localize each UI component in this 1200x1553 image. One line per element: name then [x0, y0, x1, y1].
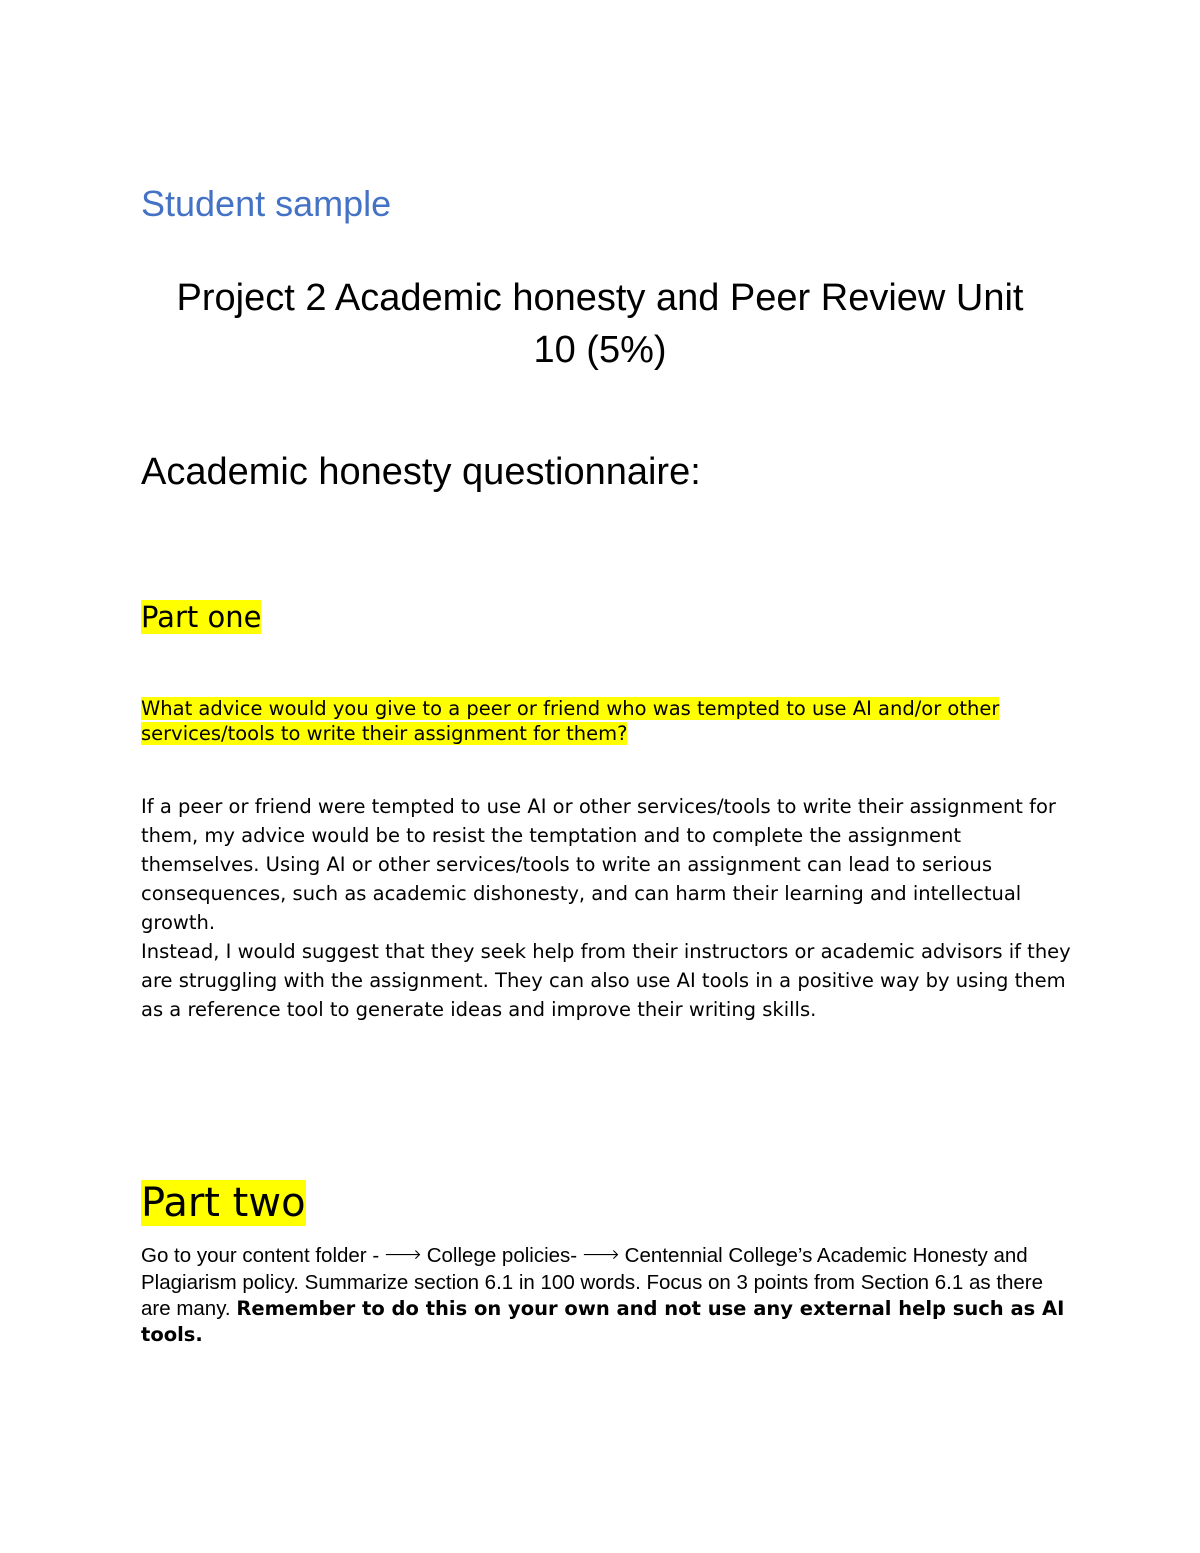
instructions-text-1: Go to your content folder - [141, 1244, 380, 1267]
part-two-heading: Part two [141, 1180, 306, 1226]
part-two-heading-block [141, 1178, 306, 1228]
project-title [141, 272, 1059, 376]
questionnaire-heading: Academic honesty questionnaire: [141, 451, 701, 493]
instructions-bold-note: Remember to do this on your own and not use any external help such as AI tools. [141, 1297, 1065, 1346]
part-one-answer [141, 792, 1076, 1024]
part-one-heading: Part one [141, 600, 262, 634]
project-title-line-2: 10 (5%) [533, 329, 667, 371]
part-one-heading-block [141, 598, 261, 636]
student-sample-label: Student sample [141, 183, 392, 224]
part-two-instructions [141, 1243, 1076, 1348]
part-one-question-block [141, 696, 1071, 746]
project-title-line-1: Project 2 Academic honesty and Peer Review Unit [176, 277, 1024, 319]
answer-paragraph-2: Instead, I would suggest that they seek help from their instructors or academic advisors if they are struggling with the assignment. They can also use AI tools in a positive way by using them as a reference tool to generate ideas and improve their writing skills. [141, 940, 1071, 1021]
arrow-icon: 🡒 [582, 1246, 620, 1262]
instructions-text-2: College policies- [426, 1244, 578, 1267]
answer-paragraph-1: If a peer or friend were tempted to use AI or other services/tools to write their assignment for them, my advice would be to resist the temptation and to complete the assignment themselves. Using AI or other services/tools to write an assignment can lead to serious consequences, such as academic dishonesty, and can harm their learning and intellectual growth. [141, 795, 1056, 934]
arrow-icon: 🡒 [384, 1246, 422, 1262]
instructions-text-3: Centennial College’s Academic Honesty and Plagiarism policy. Summarize section 6.1 in 100 words. Focus on 3 points from Section 6.1 as there are many. [141, 1244, 1044, 1320]
part-one-question: What advice would you give to a peer or friend who was tempted to use AI and/or other services/tools to write their assignment for them? [141, 697, 1000, 745]
